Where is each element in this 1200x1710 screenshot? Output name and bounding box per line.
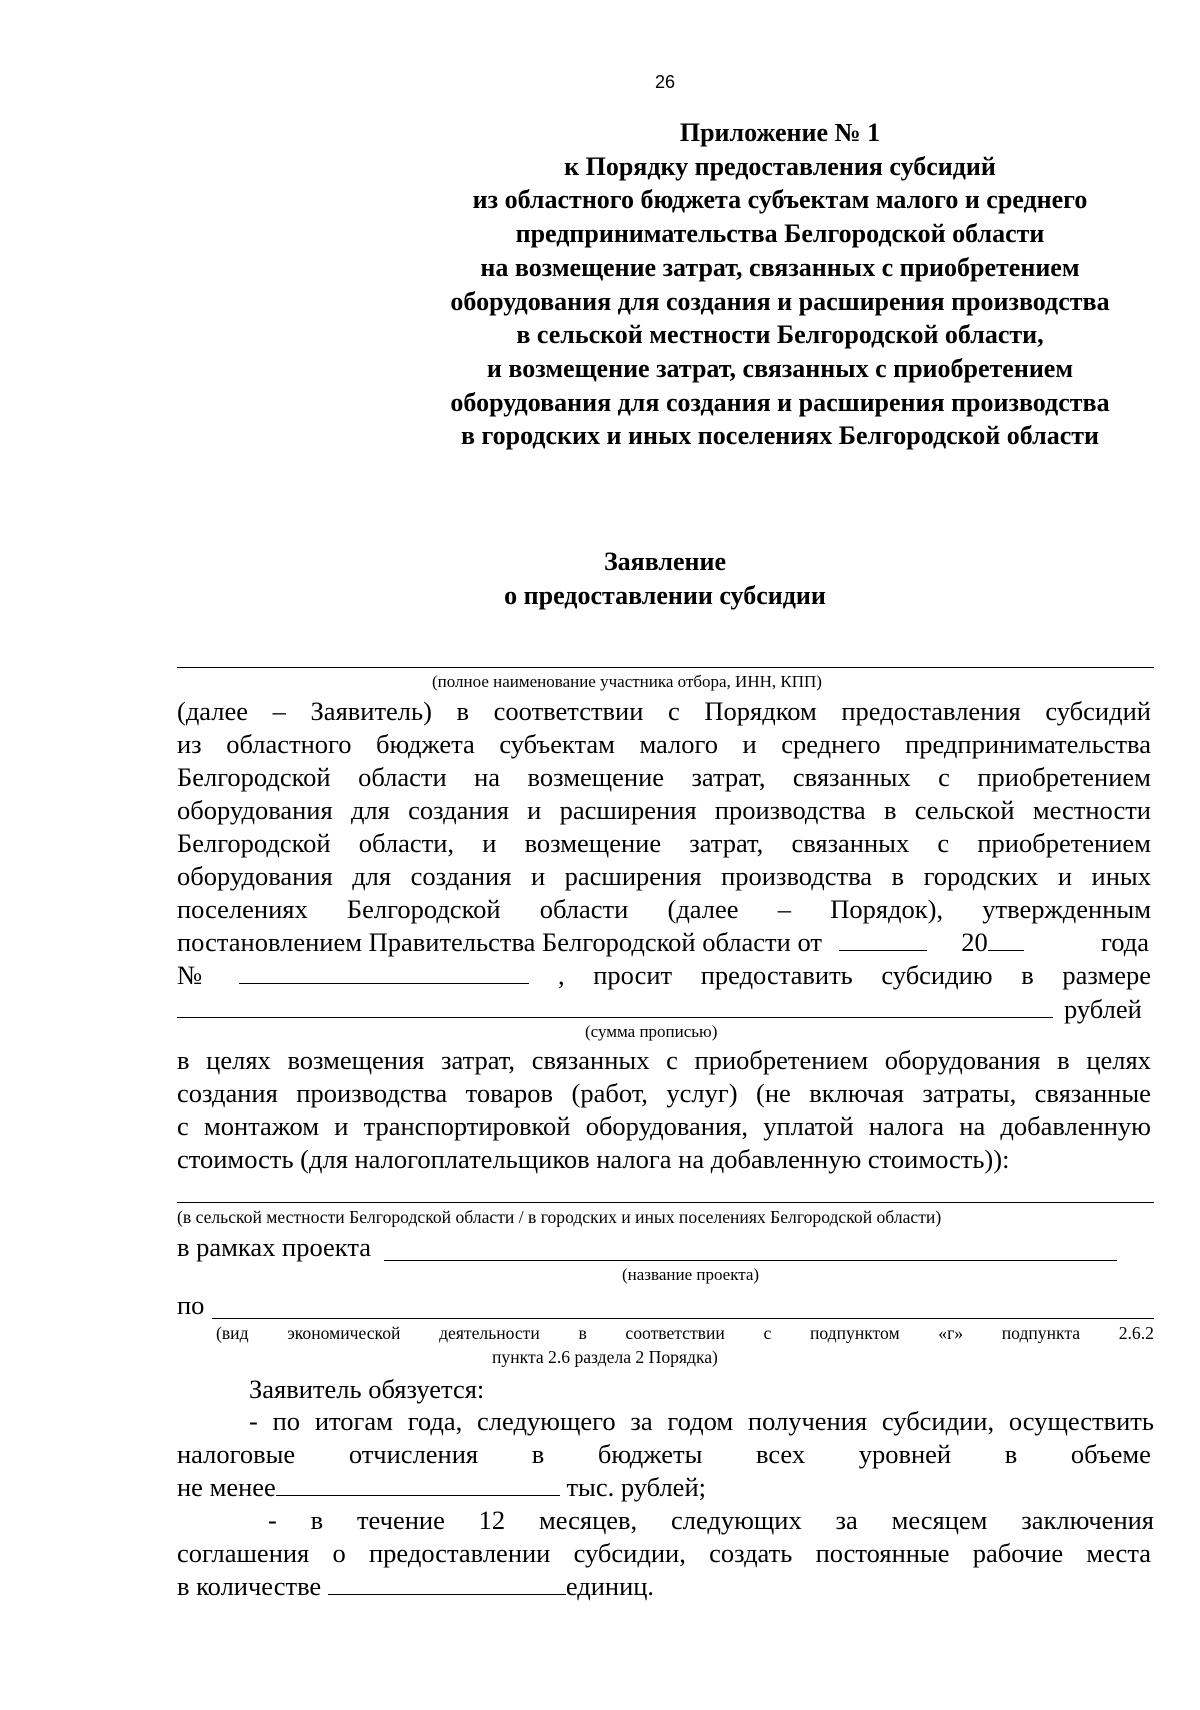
appendix-line: оборудования для создания и расширения производства	[450, 286, 1110, 316]
project-caption: (название проекта)	[622, 1265, 760, 1284]
obligation-2-line-1	[268, 1505, 1154, 1536]
word: следующих	[670, 1505, 802, 1535]
page-number: 26	[654, 72, 676, 92]
word: получения	[747, 1406, 868, 1436]
word: Порядком	[704, 696, 817, 726]
word: области	[358, 762, 447, 792]
document-title	[0, 545, 1200, 613]
word: создать	[709, 1538, 793, 1568]
word: на	[474, 762, 501, 792]
body-line	[177, 696, 1151, 727]
word: из	[177, 729, 202, 759]
word: области,	[358, 828, 455, 858]
project-row	[177, 1232, 1151, 1263]
project-label: в рамках проекта	[177, 1232, 371, 1262]
word: оборудования	[177, 861, 333, 891]
word: (далее	[177, 696, 249, 726]
word: для	[350, 795, 390, 825]
word: 2.6.2	[1118, 1323, 1154, 1343]
word: (работ,	[571, 1078, 648, 1108]
word: городских	[923, 861, 1039, 891]
word: объеме	[1070, 1439, 1151, 1469]
word: включая	[809, 1078, 904, 1108]
word: областного	[226, 729, 352, 759]
word: в	[177, 1045, 190, 1075]
word: оборудования	[177, 795, 333, 825]
word: с	[177, 1111, 189, 1141]
word: всех	[755, 1439, 806, 1469]
appendix-line: в городских и иных поселениях Белгородской области	[460, 421, 1100, 451]
word: оборудования	[884, 1045, 1041, 1075]
word: месяцем	[891, 1505, 988, 1535]
word: и	[334, 1111, 349, 1141]
body-text: стоимость (для налогоплательщиков налога на добавленную стоимость)):	[177, 1144, 1010, 1174]
word: в	[883, 795, 897, 825]
word: на	[959, 1111, 986, 1141]
appendix-line: из областного бюджета субъектам малого и среднего	[472, 185, 1088, 215]
word: экономической	[287, 1323, 401, 1343]
date-day-field[interactable]	[839, 928, 927, 951]
word: расширения	[564, 861, 702, 891]
word: возмещение	[527, 762, 665, 792]
location-field[interactable]	[177, 1202, 1154, 1203]
word: 12	[478, 1505, 506, 1535]
word: связанных	[791, 828, 910, 858]
word: соглашения	[177, 1538, 310, 1568]
appendix-line: к Порядку предоставления субсидий	[564, 151, 996, 181]
word: за	[630, 1406, 653, 1436]
word: течение	[356, 1505, 445, 1535]
word: «г»	[938, 1323, 964, 1343]
word: подпункта	[1001, 1323, 1081, 1343]
word: года,	[407, 1406, 463, 1436]
word: налоговые	[177, 1439, 296, 1469]
word: субсидии,	[881, 1406, 995, 1436]
word: с	[937, 828, 950, 858]
word: Белгородской	[177, 828, 331, 858]
body-line	[177, 828, 1151, 859]
body-line	[177, 1144, 1151, 1175]
word: связанных	[531, 1045, 650, 1075]
word: производства	[714, 795, 866, 825]
word: приобретением	[977, 828, 1151, 858]
word: местности	[1032, 795, 1151, 825]
word: приобретением	[694, 1045, 869, 1075]
participant-caption: (полное наименование участника отбора, ИНН, КПП)	[432, 672, 822, 691]
word: расширения	[559, 795, 697, 825]
word: предпринимательства	[905, 729, 1151, 759]
appendix-line: Приложение № 1	[679, 118, 881, 147]
amount-field[interactable]	[177, 1017, 1053, 1018]
word: и	[527, 795, 542, 825]
body-line-date	[177, 927, 1151, 958]
appendix-line: оборудования для создания и расширения производства	[450, 387, 1110, 417]
word: предоставления	[841, 696, 1021, 726]
word: заключения	[1021, 1505, 1154, 1535]
word: создания	[408, 795, 509, 825]
body-text: не менее	[177, 1472, 276, 1502]
word: соответствии	[625, 1323, 725, 1343]
word: годом	[667, 1406, 734, 1436]
activity-field[interactable]	[212, 1318, 1154, 1319]
word: о	[332, 1538, 346, 1568]
word: с	[763, 1323, 772, 1343]
word: рабочие	[972, 1538, 1064, 1568]
title-line-1: Заявление	[603, 547, 727, 576]
word: субъектам	[499, 729, 615, 759]
body-line	[177, 1045, 1151, 1076]
word: отчисления	[348, 1439, 479, 1469]
word: итогам	[314, 1406, 393, 1436]
word: в	[1057, 1045, 1070, 1075]
po-label: по	[177, 1290, 205, 1320]
word: Порядок),	[830, 894, 944, 924]
word: налога	[868, 1111, 945, 1141]
word: среднего	[781, 729, 881, 759]
word: (далее	[667, 894, 739, 924]
tax-amount-field[interactable]	[276, 1473, 560, 1496]
word: затрат,	[691, 762, 766, 792]
word: следующего	[477, 1406, 616, 1436]
word: затрат,	[441, 1045, 516, 1075]
word: уплатой	[763, 1111, 854, 1141]
word: в	[891, 861, 905, 891]
body-text: тыс. рублей;	[566, 1472, 706, 1502]
word: в	[578, 1323, 587, 1343]
appendix-line: в сельской местности Белгородской области,	[516, 320, 1044, 350]
word: в	[310, 1505, 324, 1535]
word: товаров	[465, 1078, 554, 1108]
word: иных	[1091, 861, 1151, 891]
word: монтажом	[203, 1111, 319, 1141]
word: затрат,	[689, 828, 764, 858]
word: области	[539, 894, 629, 924]
word: деятельности	[439, 1323, 540, 1343]
title-line-2: о предоставлении субсидии	[504, 581, 826, 610]
word: бюджеты	[597, 1439, 703, 1469]
body-line	[177, 894, 1151, 925]
word: Белгородской	[177, 762, 331, 792]
obligation-2-line-2	[177, 1538, 1151, 1569]
word: утвержденным	[982, 894, 1151, 924]
word: затраты,	[922, 1078, 1017, 1108]
word: субсидий	[1045, 696, 1151, 726]
sum-caption: (сумма прописью)	[585, 1022, 718, 1041]
word: в	[456, 696, 470, 726]
word: месяцев,	[538, 1505, 638, 1535]
body-line-number	[177, 960, 1151, 991]
appendix-line: на возмещение затрат, связанных с приобретением	[480, 252, 1080, 282]
word: субсидии,	[573, 1538, 686, 1568]
word: и	[482, 828, 497, 858]
word: (вид	[216, 1323, 249, 1343]
word: создания	[410, 861, 512, 891]
word: (не	[756, 1078, 791, 1108]
activity-row	[177, 1290, 1151, 1321]
word: уровней	[858, 1439, 952, 1469]
obligation-2-line-3	[177, 1571, 1151, 1602]
body-text: единиц.	[565, 1571, 655, 1601]
word: в	[531, 1439, 545, 1469]
obligation-intro: Заявитель обязуется:	[249, 1374, 485, 1404]
word: возмещения	[287, 1045, 425, 1075]
obligation-1-line-2	[177, 1439, 1151, 1470]
word: приобретением	[977, 762, 1151, 792]
appendix-line: предпринимательства Белгородской области	[515, 219, 1045, 249]
word: по	[272, 1406, 301, 1436]
activity-caption-line-1	[216, 1323, 1154, 1344]
word: Заявитель)	[310, 696, 432, 726]
participant-name-field[interactable]	[177, 667, 1154, 668]
word: Белгородской	[346, 894, 501, 924]
word: –	[272, 696, 286, 726]
appendix-header	[410, 116, 1150, 453]
body-text: года	[1101, 927, 1149, 957]
word: и	[1057, 861, 1073, 891]
body-text: постановлением Правительства Белгородской области от	[177, 927, 822, 957]
word: -	[268, 1505, 277, 1535]
word: –	[777, 894, 791, 924]
body-line	[177, 1078, 1151, 1109]
word: подпунктом	[809, 1323, 900, 1343]
word: места	[1086, 1538, 1151, 1568]
word: оборудования,	[585, 1111, 748, 1141]
body-line	[177, 762, 1151, 793]
word: в	[1004, 1439, 1018, 1469]
word: малого	[639, 729, 718, 759]
word: поселениях	[177, 894, 308, 924]
activity-caption-line-2: пункта 2.6 раздела 2 Порядка)	[492, 1347, 718, 1367]
word: целях	[1086, 1045, 1151, 1075]
word: связанные	[1034, 1078, 1151, 1108]
project-name-field[interactable]	[384, 1260, 1117, 1261]
body-line	[177, 795, 1151, 826]
word: осуществить	[1008, 1406, 1154, 1436]
number-sign: №	[177, 960, 203, 990]
word: сельской	[914, 795, 1015, 825]
word: постоянные	[815, 1538, 950, 1568]
body-text: , просит предоставить субсидию в размере	[557, 960, 1151, 990]
word: соответствии	[493, 696, 644, 726]
word: и	[742, 729, 757, 759]
word: создания	[177, 1078, 278, 1108]
obligation-1-line-1	[249, 1406, 1154, 1437]
word: транспортировкой	[363, 1111, 571, 1141]
word: производства	[296, 1078, 448, 1108]
body-line	[177, 1111, 1151, 1142]
word: бюджета	[376, 729, 475, 759]
jobs-count-field[interactable]	[328, 1572, 566, 1595]
word: -	[249, 1406, 258, 1436]
word: возмещение	[524, 828, 662, 858]
word: за	[835, 1505, 858, 1535]
appendix-line: и возмещение затрат, связанных с приобретением	[486, 353, 1074, 383]
word: услуг)	[666, 1078, 738, 1108]
body-text: в количестве	[177, 1571, 322, 1601]
year-prefix: 20	[961, 927, 988, 957]
word: связанных	[792, 762, 911, 792]
location-caption: (в сельской местности Белгородской области / в городских и иных поселениях Белгородской области)	[177, 1207, 942, 1227]
word: с	[666, 1045, 678, 1075]
word: добавленную	[1000, 1111, 1151, 1141]
obligation-1-line-3	[177, 1472, 1151, 1503]
word: целях	[206, 1045, 271, 1075]
body-line	[177, 729, 1151, 760]
word: с	[938, 762, 950, 792]
word: для	[352, 861, 392, 891]
body-line	[177, 861, 1151, 892]
word: с	[668, 696, 680, 726]
year-suffix-field[interactable]	[988, 928, 1024, 951]
word: предоставлении	[369, 1538, 551, 1568]
rubles-label: рублей	[1064, 994, 1142, 1024]
resolution-number-field[interactable]	[239, 961, 529, 984]
word: производства	[721, 861, 873, 891]
word: и	[530, 861, 546, 891]
